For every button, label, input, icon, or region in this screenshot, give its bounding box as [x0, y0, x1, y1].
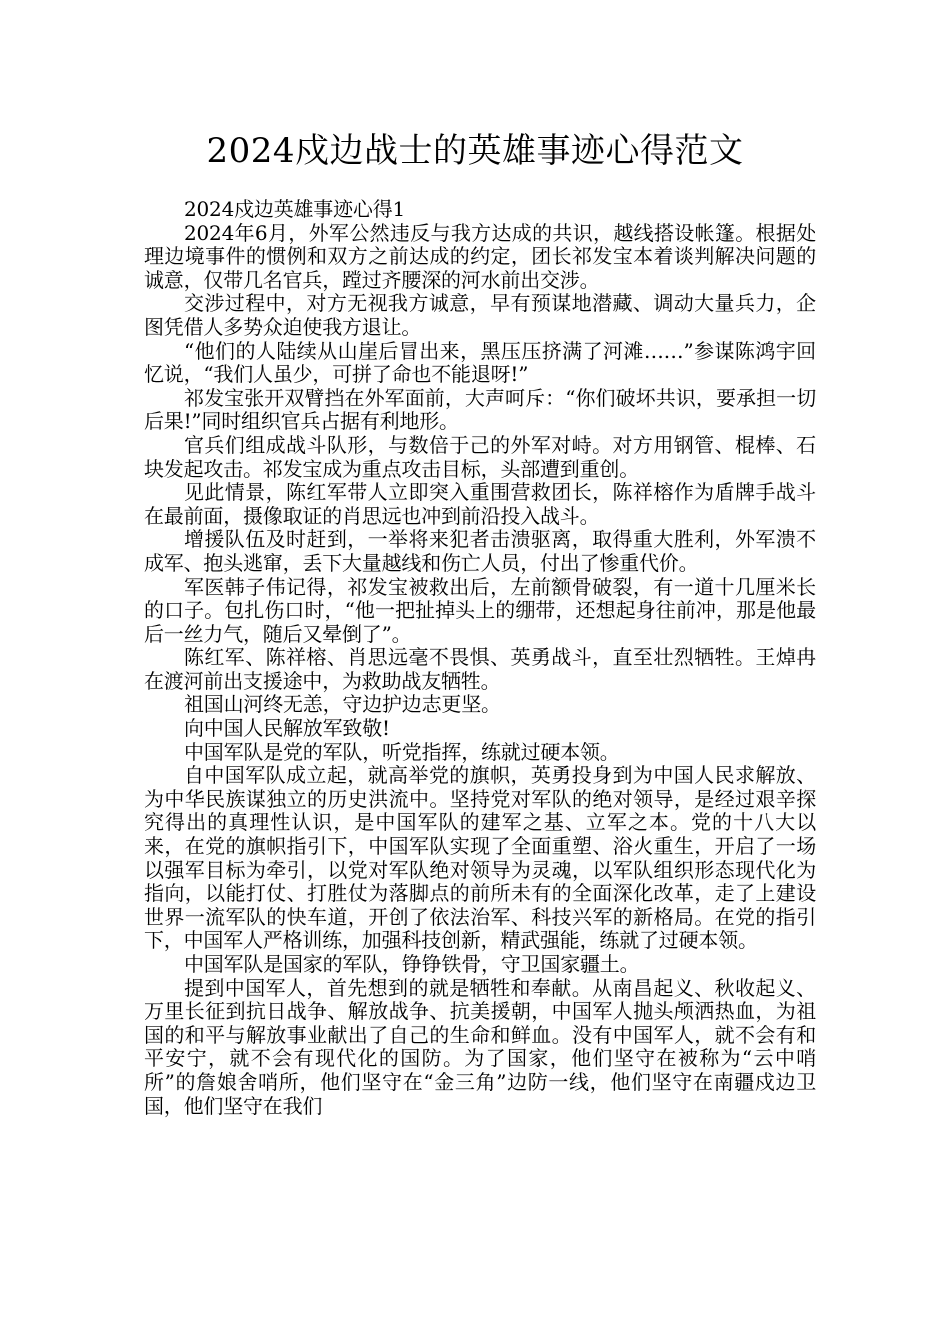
paragraph: 交涉过程中，对方无视我方诚意，早有预谋地潜藏、调动大量兵力，企图凭借人多势众迫使我方退让。	[144, 291, 816, 339]
paragraph: 提到中国军人，首先想到的就是牺牲和奉献。从南昌起义、秋收起义、万里长征到抗日战争、解放战争、抗美援朝，中国军人抛头颅洒热血，为祖国的和平与解放事业献出了自己的生命和鲜血。没有中国军人，就不会有和平安宁，就不会有现代化的国防。为了国家，他们坚守在被称为“云中哨所”的詹娘舍哨所，他们坚守在“金三角”边防一线，他们坚守在南疆戍边卫国，他们坚守在我们	[144, 975, 816, 1118]
paragraph: 中国军队是党的军队，听党指挥，练就过硬本领。	[184, 739, 620, 764]
paragraph: 中国军队是国家的军队，铮铮铁骨，守卫国家疆土。	[184, 952, 640, 976]
paragraph: 自中国军队成立起，就高举党的旗帜，英勇投身到为中国人民求解放、为中华民族谋独立的历史洪流中。坚持党对军队的绝对领导，是经过艰辛探究得出的真理性认识，是中国军队的建军之基、立军之本。党的十八大以来，在党的旗帜指引下，中国军队实现了全面重塑、浴火重生，开启了一场以强军目标为牵引，以党对军队绝对领导为灵魂，以军队组织形态现代化为指向，以能打仗、打胜仗为落脚点的前所未有的全面深化改革，走了上建设世界一流军队的快车道，开创了依法治军、科技兴军的新格局。在党的指引下，中国军人严格训练，加强科技创新，精武强能，练就了过硬本领。	[144, 763, 816, 953]
paragraph-heading: 2024戍边英雄事迹心得1	[184, 197, 406, 221]
paragraph: 祁发宝张开双臂挡在外军面前，大声呵斥：“你们破坏共识，要承担一切后果!”同时组织官兵占据有利地形。	[144, 385, 816, 434]
paragraph: 军医韩子伟记得，祁发宝被救出后，左前额骨破裂，有一道十几厘米长的口子。包扎伤口时，“他一把扯掉头上的绷带，还想起身往前冲，那是他最后一丝力气，随后又晕倒了”。	[144, 574, 816, 646]
paragraph: 2024年6月，外军公然违反与我方达成的共识，越线搭设帐篷。根据处理边境事件的惯例和双方之前达成的约定，团长祁发宝本着谈判解决问题的诚意，仅带几名官兵，蹚过齐腰深的河水前出交涉。	[144, 220, 816, 292]
document-title: 2024戍边战士的英雄事迹心得范文	[206, 131, 744, 171]
paragraph: 增援队伍及时赶到，一举将来犯者击溃驱离，取得重大胜利，外军溃不成军、抱头逃窜，丢下大量越线和伤亡人员，付出了惨重代价。	[144, 527, 816, 575]
paragraph: “他们的人陆续从山崖后冒出来，黑压压挤满了河滩……”参谋陈鸿宇回忆说，“我们人虽少，可拼了命也不能退呀!”	[144, 338, 816, 387]
paragraph: 陈红军、陈祥榕、肖思远毫不畏惧、英勇战斗，直至壮烈牺牲。王焯冉在渡河前出支援途中，为救助战友牺牲。	[144, 645, 816, 693]
document-body	[144, 198, 816, 1118]
paragraph: 祖国山河终无恙，守边护边志更坚。	[184, 692, 501, 717]
paragraph: 向中国人民解放军致敬!	[184, 716, 390, 741]
paragraph: 官兵们组成战斗队形，与数倍于己的外军对峙。对方用钢管、棍棒、石块发起攻击。祁发宝成为重点攻击目标，头部遭到重创。	[144, 432, 816, 481]
paragraph: 见此情景，陈红军带人立即突入重围营救团长，陈祥榕作为盾牌手战斗在最前面，摄像取证的肖思远也冲到前沿投入战斗。	[144, 480, 816, 528]
